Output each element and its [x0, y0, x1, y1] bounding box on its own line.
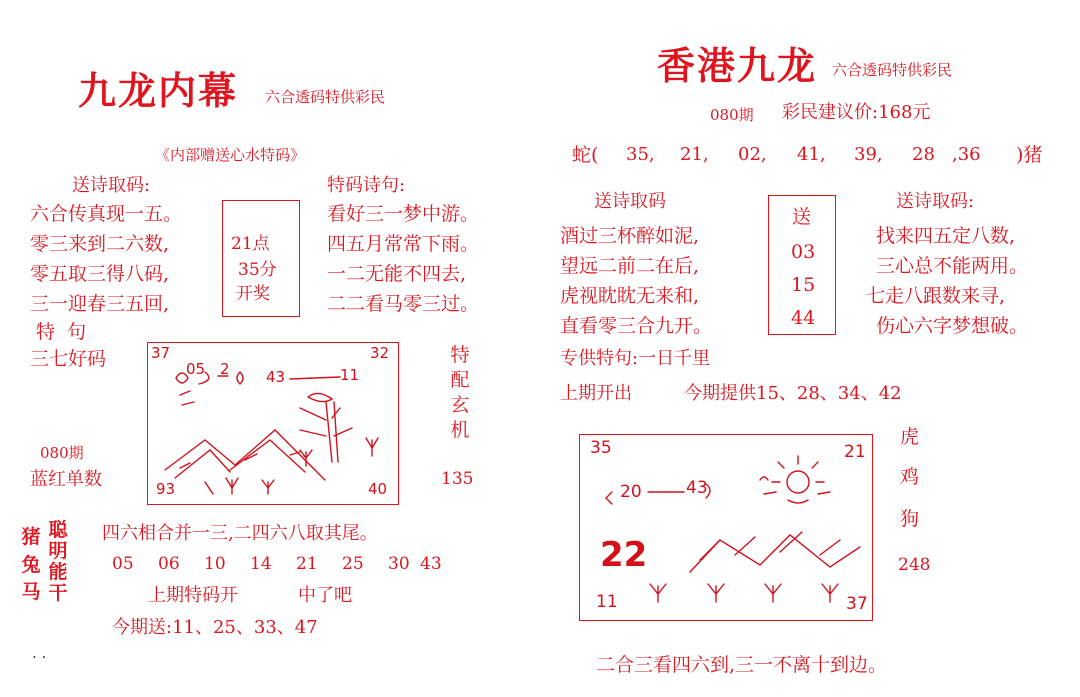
right-today-provide: 今期提供15、28、34、42: [684, 383, 902, 404]
left-time-box-line: 35分: [238, 260, 277, 280]
right-snake-number: 21,: [680, 144, 709, 165]
left-poem-header-left: 送诗取码:: [72, 175, 151, 196]
right-poem-line: 虎视眈眈无来和,: [560, 285, 700, 307]
right-poem-line: 望远二前二在后,: [560, 255, 700, 277]
left-last-issue-result: 中了吧: [298, 585, 352, 606]
left-drawing-scribble: 2: [220, 360, 230, 378]
right-title: 香港九龙: [657, 43, 818, 88]
right-send-box-line: 44: [791, 307, 816, 329]
left-zodiac-col2: 聪明能干: [48, 519, 68, 604]
right-snake-number: 39,: [854, 144, 883, 165]
right-side-animal: 鸡: [900, 466, 920, 488]
left-drawing-corner-br: 40: [368, 480, 388, 498]
left-drawing-corner-bl: 93: [156, 480, 176, 498]
left-last-issue-label: 上期特码开: [148, 585, 238, 606]
right-issue: 080期: [710, 106, 754, 124]
left-special-poem-line: 四五月常常下雨。: [327, 233, 480, 255]
left-drawing-scribble: 43: [266, 368, 286, 386]
right-side-animal: 虎: [900, 426, 920, 448]
left-today-send: 今期送:11、25、33、47: [112, 617, 318, 638]
right-drawing-corner-tr: 21: [844, 442, 866, 462]
left-drawing-corner-tl: 37: [151, 344, 171, 362]
left-rule-line: 四六相合并一三,二四六八取其尾。: [102, 523, 378, 544]
right-pig-label: )猪: [1016, 144, 1043, 166]
left-special-poem-line: 二二看马零三过。: [327, 293, 480, 315]
left-title: 九龙内幕: [78, 68, 239, 113]
left-issue: 080期: [40, 444, 84, 462]
right-drawing-scribble: 43: [686, 478, 708, 498]
left-poem-line: 零三来到二六数,: [30, 233, 170, 255]
right-drawing-corner-bl: 11: [596, 592, 618, 612]
left-number: 14: [250, 554, 272, 574]
right-snake-number: 02,: [738, 144, 767, 165]
right-poem-line: 直看零三合九开。: [560, 315, 713, 337]
right-poem-line: 酒过三杯醉如泥,: [560, 225, 700, 247]
right-subtitle: 六合透码特供彩民: [832, 61, 953, 79]
left-poem-line: 六合传真现一五。: [30, 203, 183, 225]
left-number: 21: [296, 554, 318, 574]
left-number: 43: [420, 554, 442, 574]
right-snake-number: 35,: [626, 144, 655, 165]
left-poem-line: 零五取三得八码,: [30, 263, 170, 285]
right-snake-number: 28: [912, 144, 935, 165]
right-drawing-big-number: 22: [600, 535, 648, 575]
left-special-text: 三七好码: [30, 348, 107, 370]
right-snake-label: 蛇(: [572, 144, 599, 166]
right-special-line: 专供特句:一日千里: [560, 348, 711, 369]
left-time-box-line: 21点: [231, 234, 270, 254]
right-poem-line-r: 找来四五定八数,: [876, 225, 1016, 247]
right-poem-header-left: 送诗取码: [594, 191, 666, 212]
left-special-poem-line: 一二无能不四去,: [327, 263, 467, 285]
right-drawing-scribble: 20: [620, 482, 642, 502]
right-last-label: 上期开出: [560, 383, 632, 404]
left-number: 30: [388, 554, 410, 574]
left-side-number: 135: [441, 469, 474, 489]
right-drawing-corner-br: 37: [846, 594, 868, 614]
left-poem-line: 三一迎春三五回,: [30, 293, 170, 315]
left-number: 10: [204, 554, 226, 574]
right-poem-line-r: 伤心六字梦想破。: [876, 315, 1029, 337]
right-snake-number: ,36: [952, 144, 981, 165]
left-number: 05: [112, 554, 134, 574]
right-poem-line-r: 七走八跟数来寻,: [866, 285, 1006, 307]
left-special-label: 特 句: [36, 321, 87, 343]
left-issue-desc: 蓝红单数: [30, 469, 102, 490]
left-drawing-corner-tr: 32: [370, 344, 390, 362]
left-subtitle: 六合透码特供彩民: [265, 88, 386, 106]
left-gift-line: 《内部赠送心水特码》: [155, 146, 306, 164]
right-send-box-line: 03: [791, 241, 816, 263]
right-send-box-line: 15: [791, 274, 816, 296]
right-side-number: 248: [898, 555, 931, 575]
right-poem-header-right: 送诗取码:: [896, 191, 975, 212]
left-zodiac-col1: 猪兔马: [21, 526, 41, 604]
right-bottom-line: 二合三看四六到,三一不离十到边。: [596, 654, 888, 676]
left-time-box-line: 开奖: [236, 284, 270, 304]
right-snake-number: 41,: [797, 144, 826, 165]
left-number: 06: [158, 554, 180, 574]
right-send-box-line: 送: [792, 206, 812, 228]
right-drawing-corner-tl: 35: [590, 438, 612, 458]
left-drawing-scribble: 11: [340, 366, 360, 384]
right-price: 彩民建议价:168元: [782, 102, 931, 123]
left-side-vertical: 特配玄机: [450, 344, 470, 442]
right-side-animal: 狗: [900, 508, 920, 530]
right-poem-line-r: 三心总不能两用。: [876, 255, 1029, 277]
left-corner-dots: . .: [32, 644, 47, 662]
left-drawing-scribble: 05: [186, 360, 206, 378]
left-special-poem-line: 看好三一梦中游。: [327, 203, 480, 225]
left-poem-header-right: 特码诗句:: [327, 175, 406, 196]
left-number: 25: [342, 554, 364, 574]
